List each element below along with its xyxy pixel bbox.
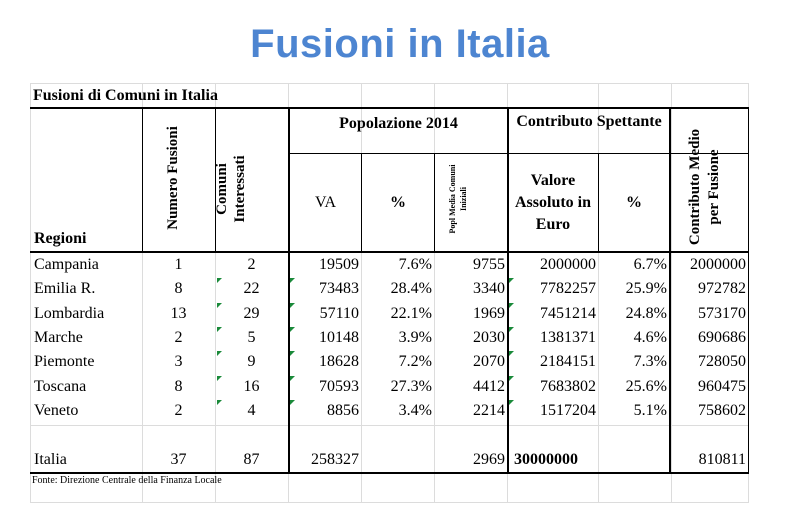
cell-media: 3340 bbox=[473, 280, 505, 298]
header-comuni-interessati: Comuni Interessati bbox=[214, 155, 248, 223]
cell-media: 1969 bbox=[473, 304, 505, 322]
comment-marker bbox=[290, 400, 295, 405]
cell-valore: 2000000 bbox=[540, 256, 596, 273]
cell-regione: Piemonte bbox=[34, 353, 95, 371]
header-contributo-medio: Contributo Medio per Fusione bbox=[687, 128, 722, 246]
cell-comuni: 29 bbox=[243, 304, 260, 322]
comment-marker bbox=[290, 278, 295, 283]
cell-pct: 3.9% bbox=[398, 328, 432, 346]
cell-pct: 28.4% bbox=[390, 280, 432, 298]
cell-comuni: 2 bbox=[247, 256, 256, 273]
cell-pct: 7.6% bbox=[398, 256, 432, 273]
cell-comuni: 16 bbox=[243, 377, 260, 395]
slide-title: Fusioni in Italia bbox=[250, 22, 550, 66]
cell-valore: 7451214 bbox=[540, 304, 596, 322]
cell-vpct: 25.9% bbox=[625, 280, 667, 298]
cell-comuni: 5 bbox=[247, 328, 256, 346]
cell-va: 57110 bbox=[319, 304, 359, 322]
cell-comuni: 22 bbox=[243, 280, 260, 298]
comment-marker bbox=[290, 351, 295, 356]
cell-regione: Campania bbox=[34, 256, 99, 273]
cell-fusioni: 8 bbox=[174, 280, 183, 298]
comment-marker bbox=[509, 303, 514, 308]
cell-pct: 3.4% bbox=[398, 401, 432, 419]
header-contributo: Contributo Spettante bbox=[516, 113, 662, 130]
cell-media: 2214 bbox=[473, 401, 505, 419]
cell-vpct: 4.6% bbox=[633, 328, 667, 346]
total-media: 2969 bbox=[473, 451, 505, 468]
comment-marker bbox=[217, 400, 222, 405]
cell-va: 19509 bbox=[319, 256, 359, 273]
total-medio: 810811 bbox=[698, 451, 746, 468]
comment-marker bbox=[290, 376, 295, 381]
header-va: VA bbox=[314, 194, 337, 211]
cell-regione: Lombardia bbox=[34, 304, 105, 322]
cell-comuni: 9 bbox=[247, 353, 256, 371]
cell-pct: 22.1% bbox=[390, 304, 432, 322]
spreadsheet-table bbox=[30, 83, 749, 503]
header-pop-media: Popl Media Comuni Iniziali bbox=[448, 164, 468, 234]
comment-marker bbox=[290, 303, 295, 308]
cell-valore: 7782257 bbox=[540, 280, 596, 298]
comment-marker bbox=[509, 376, 514, 381]
table-caption: Fusioni di Comuni in Italia bbox=[33, 87, 218, 104]
cell-medio: 972782 bbox=[698, 280, 746, 298]
cell-regione: Toscana bbox=[34, 377, 87, 395]
header-numero-fusioni: Numero Fusioni bbox=[165, 126, 181, 230]
header-contrib-pct: % bbox=[626, 194, 642, 211]
cell-fusioni: 2 bbox=[174, 401, 183, 419]
cell-valore: 7683802 bbox=[540, 377, 596, 395]
cell-medio: 2000000 bbox=[690, 256, 746, 273]
comment-marker bbox=[509, 327, 514, 332]
cell-media: 9755 bbox=[473, 256, 505, 273]
comment-marker bbox=[509, 400, 514, 405]
total-va: 258327 bbox=[311, 451, 359, 468]
cell-medio: 690686 bbox=[698, 328, 746, 346]
total-regione: Italia bbox=[34, 451, 67, 468]
total-fusioni: 37 bbox=[170, 451, 187, 468]
cell-vpct: 25.6% bbox=[625, 377, 667, 395]
cell-medio: 960475 bbox=[698, 377, 746, 395]
cell-fusioni: 8 bbox=[174, 377, 183, 395]
cell-fusioni: 3 bbox=[174, 353, 183, 371]
cell-va: 10148 bbox=[319, 328, 359, 346]
header-popolazione: Popolazione 2014 bbox=[339, 115, 458, 132]
cell-valore: 1517204 bbox=[540, 401, 596, 419]
cell-fusioni: 1 bbox=[174, 256, 183, 273]
cell-media: 2030 bbox=[473, 328, 505, 346]
cell-pct: 27.3% bbox=[390, 377, 432, 395]
cell-vpct: 6.7% bbox=[633, 256, 667, 273]
cell-valore: 1381371 bbox=[540, 328, 596, 346]
cell-pct: 7.2% bbox=[398, 353, 432, 371]
comment-marker bbox=[217, 278, 222, 283]
cell-valore: 2184151 bbox=[540, 353, 596, 371]
source-note: Fonte: Direzione Centrale della Finanza Locale bbox=[32, 475, 222, 486]
cell-vpct: 24.8% bbox=[625, 304, 667, 322]
cell-vpct: 7.3% bbox=[633, 353, 667, 371]
total-valore: 30000000 bbox=[514, 451, 578, 468]
cell-va: 73483 bbox=[319, 280, 359, 298]
comment-marker bbox=[217, 327, 222, 332]
comment-marker bbox=[509, 351, 514, 356]
cell-medio: 728050 bbox=[698, 353, 746, 371]
comment-marker bbox=[217, 351, 222, 356]
header-valore-assoluto: Valore Assoluto in Euro bbox=[514, 172, 592, 233]
cell-fusioni: 13 bbox=[170, 304, 187, 322]
cell-regione: Emilia R. bbox=[34, 280, 96, 298]
cell-regione: Marche bbox=[34, 328, 83, 346]
cell-va: 8856 bbox=[327, 401, 359, 419]
header-regioni: Regioni bbox=[34, 230, 87, 247]
cell-va: 70593 bbox=[319, 377, 359, 395]
comment-marker bbox=[217, 376, 222, 381]
cell-va: 18628 bbox=[319, 353, 359, 371]
cell-media: 4412 bbox=[473, 377, 505, 395]
header-pct: % bbox=[390, 194, 406, 211]
cell-regione: Veneto bbox=[34, 401, 79, 419]
comment-marker bbox=[217, 303, 222, 308]
cell-medio: 758602 bbox=[698, 401, 746, 419]
comment-marker bbox=[290, 327, 295, 332]
cell-vpct: 5.1% bbox=[633, 401, 667, 419]
cell-medio: 573170 bbox=[698, 304, 746, 322]
total-comuni: 87 bbox=[243, 451, 260, 468]
comment-marker bbox=[509, 278, 514, 283]
cell-fusioni: 2 bbox=[174, 328, 183, 346]
cell-comuni: 4 bbox=[247, 401, 256, 419]
cell-media: 2070 bbox=[473, 353, 505, 371]
